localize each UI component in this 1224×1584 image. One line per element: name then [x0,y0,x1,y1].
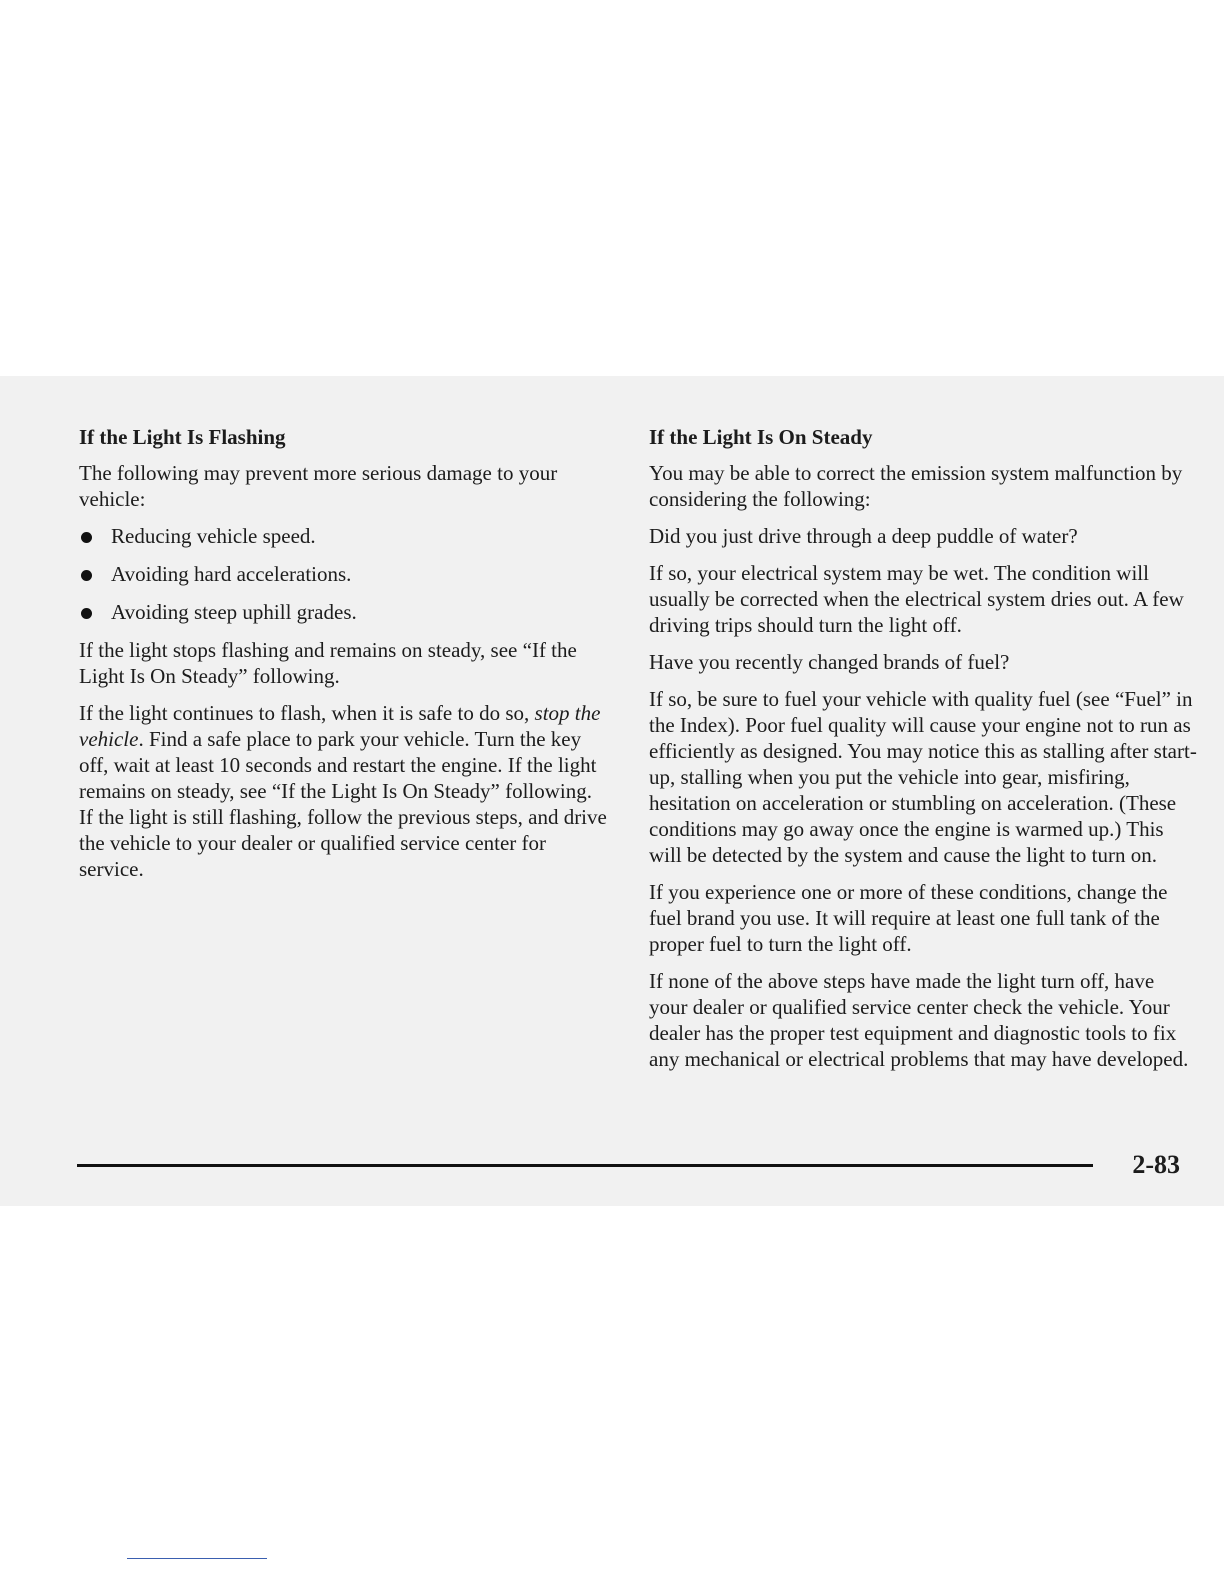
paragraph: Did you just drive through a deep puddle of water? [649,524,1078,548]
bullet-icon [81,608,92,619]
footer-link-underline [127,1558,267,1559]
list-item [79,561,609,587]
paragraph: If none of the above steps have made the light turn off, have your dealer or qualified service center check the vehicle. Your dealer has the proper test equipment and diagnostic tools to fix any mechanical or electrical problems that may have developed. [649,969,1189,1071]
paragraph: Have you recently changed brands of fuel? [649,650,1010,674]
section-heading-flashing: If the Light Is Flashing [79,425,286,449]
left-column [79,424,609,893]
page-number: 2-83 [1132,1150,1180,1179]
bullet-icon [81,532,92,543]
flash-text-start: If the light continues to flash, when it is safe to do so, [79,701,535,725]
list-item [79,523,609,549]
bullet-icon [81,570,92,581]
section-heading-steady: If the Light Is On Steady [649,425,873,449]
paragraph: If so, be sure to fuel your vehicle with quality fuel (see “Fuel” in the Index). Poor fuel quality will cause your engine not to run as efficiently as designed. You may notice this as stalling after start-up, stalling when you put the vehicle into gear, misfiring, hesitation on acceleration or stumbling on acceleration. (These conditions may go away once the engine is warmed up.) This will be detected by the system and cause the light to turn on. [649,687,1197,867]
flash-text-rest: . Find a safe place to park your vehicle. Turn the key off, wait at least 10 seconds and restart the engine. If the light remains on steady, see “If the Light Is On Steady” following. If the light is still flashing, follow the previous steps, and drive the vehicle to your dealer or qualified service center for service. [79,727,607,881]
flash-text-emphasis: stop the vehicle [79,701,601,751]
intro-paragraph: The following may prevent more serious damage to your vehicle: [79,461,558,511]
right-column [649,424,1197,1083]
paragraph: If so, your electrical system may be wet. The condition will usually be corrected when the electrical system dries out. A few driving trips should turn the light off. [649,561,1184,637]
list-item [79,599,609,625]
footer-divider [77,1164,1093,1167]
bullet-text: Avoiding steep uphill grades. [111,600,357,624]
bullet-text: Avoiding hard accelerations. [111,562,352,586]
flash-instructions-paragraph [79,700,609,882]
bullet-text: Reducing vehicle speed. [111,524,316,548]
steady-reference-paragraph: If the light stops flashing and remains on steady, see “If the Light Is On Steady” following. [79,638,577,688]
paragraph: If you experience one or more of these conditions, change the fuel brand you use. It will require at least one full tank of the proper fuel to turn the light off. [649,880,1168,956]
bullet-list [79,523,609,625]
paragraph: You may be able to correct the emission system malfunction by considering the following: [649,461,1183,511]
